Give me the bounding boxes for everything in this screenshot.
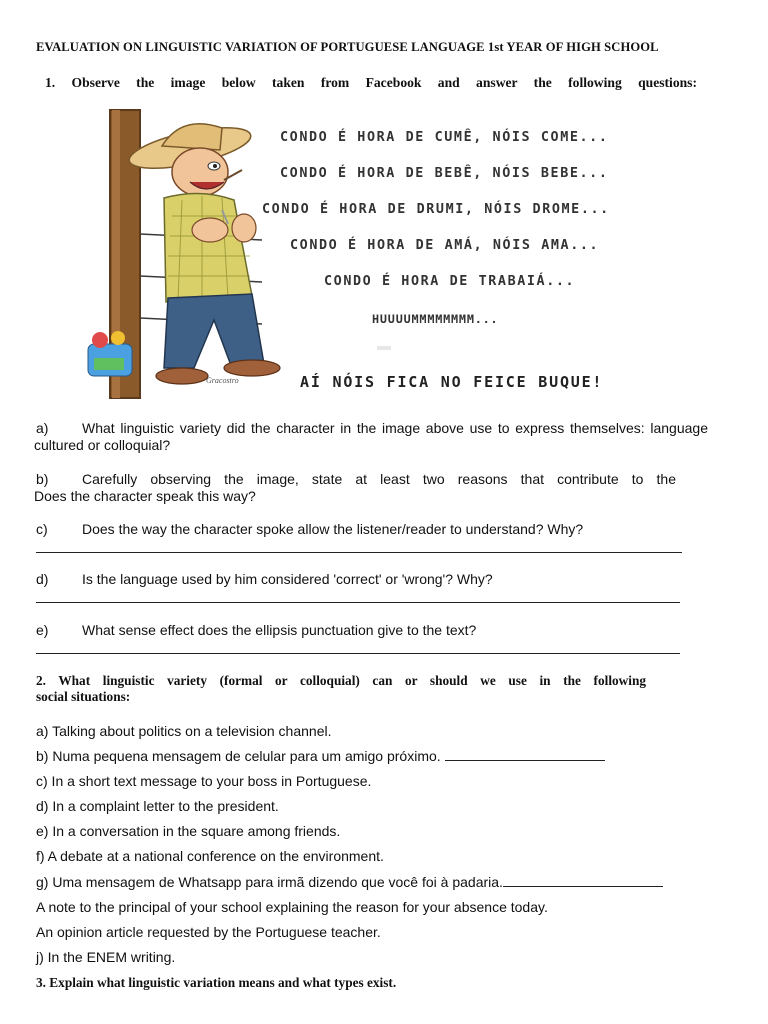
question-1d [36, 571, 708, 588]
item-label: c) [36, 521, 48, 537]
item-label: a) [36, 420, 49, 436]
situation-b-text: b) Numa pequena mensagem de celular para um amigo próximo. [36, 748, 441, 764]
worksheet-title: EVALUATION ON LINGUISTIC VARIATION OF PORTUGUESE LANGUAGE 1st YEAR OF HIGH SCHOOL [36, 40, 659, 54]
question-1a [36, 420, 708, 454]
speech-line-4: CONDO É HORA DE AMÁ, NÓIS AMA... [290, 238, 600, 253]
artist-signature: Gracostro [206, 376, 239, 385]
speech-line-2: CONDO É HORA DE BEBÊ, NÓIS BEBE... [280, 166, 609, 181]
question-2-prompt [36, 673, 646, 705]
question-1-prompt: 1. Observe the image below taken from Facebook and answer the following questions: [45, 75, 697, 90]
question-3-prompt: 3. Explain what linguistic variation means and what types exist. [36, 975, 397, 990]
answer-blank-g[interactable] [503, 874, 663, 887]
speech-line-5: CONDO É HORA DE TRABAIÁ... [324, 274, 576, 289]
question-1b [36, 471, 676, 505]
speech-line-3: CONDO É HORA DE DRUMI, NÓIS DROME... [262, 202, 610, 217]
situation-c: c) In a short text message to your boss in Portuguese. [36, 773, 372, 789]
situation-g [36, 874, 663, 890]
item-text: What sense effect does the ellipsis punctuation give to the text? [82, 622, 477, 638]
situation-a: a) Talking about politics on a television channel. [36, 723, 332, 739]
answer-line-1e[interactable] [36, 653, 680, 654]
question-1c [36, 521, 708, 538]
situation-e: e) In a conversation in the square among friends. [36, 823, 341, 839]
answer-blank-b[interactable] [445, 748, 605, 761]
answer-line-1c[interactable] [36, 552, 682, 553]
cartoon-image [82, 106, 702, 404]
speech-line-1: CONDO É HORA DE CUMÊ, NÓIS COME... [280, 130, 609, 145]
item-text: Does the way the character spoke allow the listener/reader to understand? Why? [82, 521, 584, 537]
question-1e [36, 622, 708, 639]
item-label: d) [36, 571, 49, 587]
cartoon-illustration [82, 106, 702, 404]
item-text-line1: Carefully observing the image, state at least two reasons that contribute to the [82, 471, 676, 487]
situation-j: j) In the ENEM writing. [36, 949, 176, 965]
item-text: Is the language used by him considered 'correct' or 'wrong'? Why? [82, 571, 493, 587]
item-text-line1: What linguistic variety did the character in the image above use to express themselves: language [82, 420, 708, 436]
situation-d: d) In a complaint letter to the president. [36, 798, 279, 814]
item-label: b) [36, 471, 49, 487]
question-2-prompt-line2: social situations: [36, 689, 131, 704]
situation-b [36, 748, 605, 764]
item-text-line2: cultured or colloquial? [34, 437, 171, 453]
speech-line-7: AÍ NÓIS FICA NO FEICE BUQUE! [300, 373, 604, 391]
situation-i: An opinion article requested by the Portuguese teacher. [36, 924, 381, 940]
question-2-prompt-line1: 2. What linguistic variety (formal or colloquial) can or should we use in the following [36, 673, 646, 688]
situation-f: f) A debate at a national conference on the environment. [36, 848, 384, 864]
speech-line-6: HUUUUMMMMMMMM... [372, 312, 499, 326]
situation-g-text: g) Uma mensagem de Whatsapp para irmã dizendo que você foi à padaria. [36, 874, 503, 890]
answer-line-1d[interactable] [36, 602, 680, 603]
item-text-line2: Does the character speak this way? [34, 488, 256, 504]
item-label: e) [36, 622, 49, 638]
situation-h: A note to the principal of your school explaining the reason for your absence today. [36, 899, 548, 915]
